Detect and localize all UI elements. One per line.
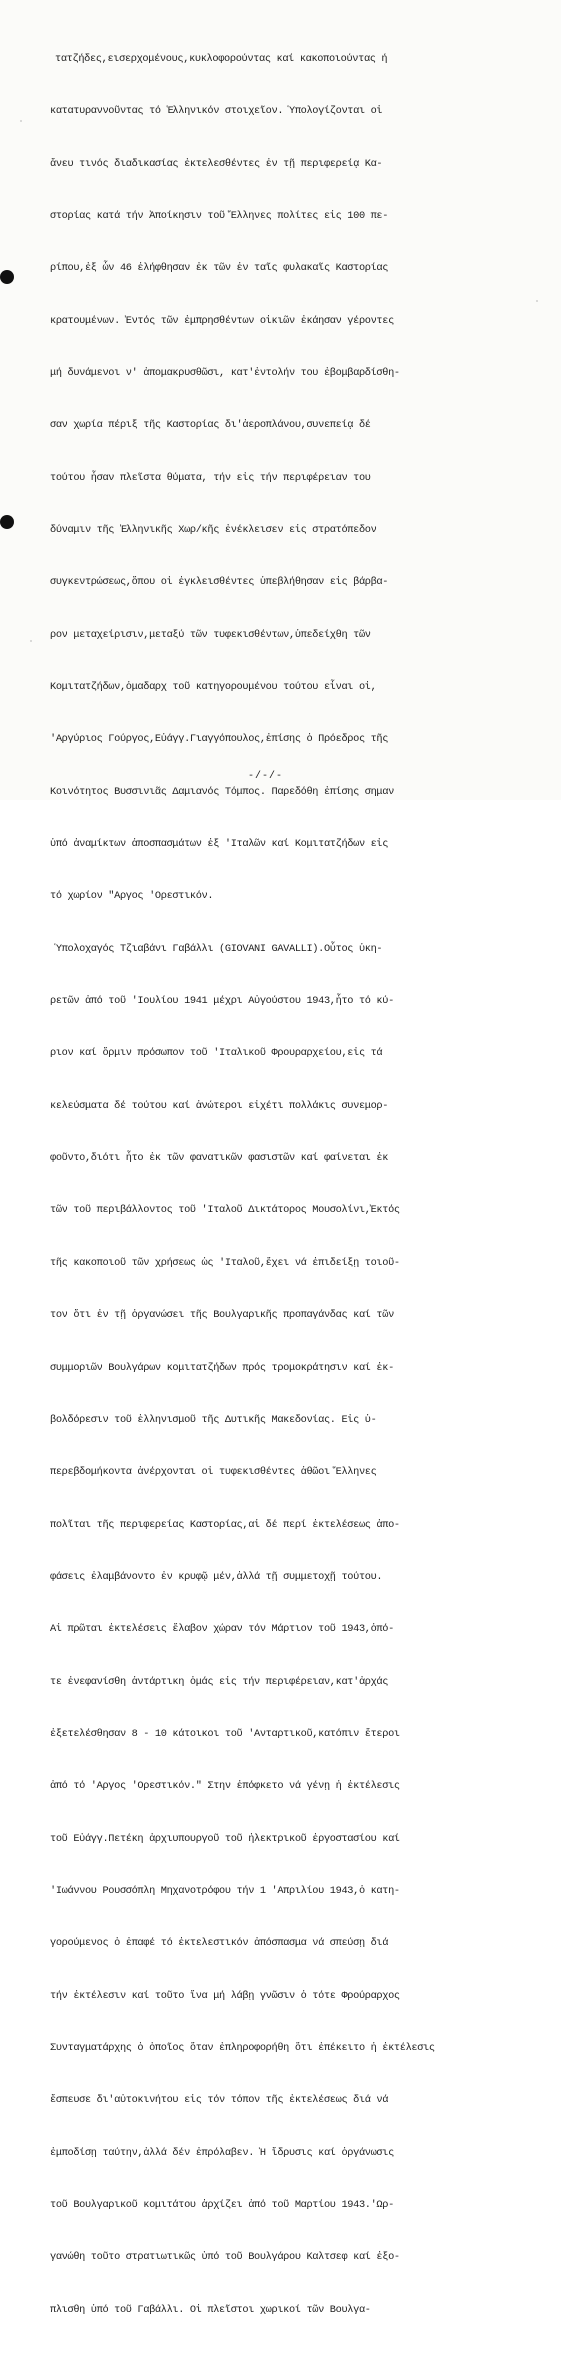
text-line: τῶν τοῦ περιβάλλοντος τοῦ 'Ιταλοῦ Δικτάτορος Μουσολίνι,Ἐκτός [50, 1204, 400, 1217]
text-line: γορούμενος ὁ ἐπαφέ τό ἐκτελεστικόν ἀπόσπασμα νά σπεύσῃ διά [50, 1937, 389, 1950]
text-line: τήν ἐκτέλεσιν καί τοῦτο ἵνα μή λάβῃ γνῶσιν ὁ τότε Φρούραρχος [50, 1989, 400, 2002]
text-line: Κοινότητος Βυσσινιᾶς Δαμιανός Τόμπος. Παρεδόθη ἐπίσης σημαν [50, 785, 394, 798]
typed-text-body [50, 16, 550, 2354]
text-line: ρίπου,ἐξ ὧν 46 ἐλήφθησαν ἐκ τῶν ἐν ταῖς φυλακαῖς Καστορίας [50, 262, 389, 275]
text-line: γανώθη τοῦτο στρατιωτικῶς ὑπό τοῦ Βουλγάρου Καλτσεφ καί ἐξο- [50, 2251, 400, 2264]
page-marker: -/-/- [248, 771, 284, 782]
punch-hole [0, 515, 14, 529]
text-line: κελεύσματα δέ τούτου καί ἀνώτεροι εἰχέτι πολλάκις συνεμορ- [50, 1099, 389, 1112]
text-line: συμμοριῶν Βουλγάρων κομιτατζήδων πρός τρομοκράτησιν καί ἐκ- [50, 1361, 394, 1374]
text-line: τῆς κακοποιοῦ τῶν χρήσεως ὡς 'Ιταλοῦ,ἔχει νά ἐπιδείξῃ τοιοῦ- [50, 1256, 400, 1269]
text-line: ὑπό ἀναμίκτων ἀποσπασμάτων ἐξ 'Ιταλῶν καί Κομιτατζήδων εἰς [50, 838, 389, 851]
text-line: φάσεις ἐλαμβάνοντο ἐν κρυφῷ μέν,ἀλλά τῇ συμμετοχῇ τούτου. [50, 1570, 383, 1583]
text-line: ἔσπευσε δι'αὐτοκινήτου εἰς τόν τόπον τῆς ἐκτελέσεως διά νά [50, 2094, 389, 2107]
text-line: δύναμιν τῆς Ἑλληνικῆς Χωρ/κῆς ἐνέκλεισεν εἰς στρατόπεδον [50, 524, 377, 536]
text-line: τό χωρίον "Αργος 'Ορεστικόν. [50, 890, 214, 903]
text-line: συγκεντρώσεως,ὅπου οἱ ἐγκλεισθέντες ὑπεβλήθησαν εἰς βάρβα- [50, 576, 389, 589]
text-line: κρατουμένων. Ἐντός τῶν ἐμπρησθέντων οἰκιῶν ἐκάησαν γέροντες [50, 314, 394, 327]
scan-speck [30, 640, 32, 642]
text-line: στορίας κατά τήν Ἀποίκησιν τοῦ Ἕλληνες πολίτες εἰς 100 πε- [50, 209, 389, 222]
text-line: ἄνευ τινός διαδικασίας ἐκτελεσθέντες ἐν τῇ περιφερείᾳ Κα- [50, 157, 383, 170]
text-line: πλισθη ὑπό τοῦ Γαβάλλι. Οἱ πλεῖστοι χωρικοί τῶν Βουλγα- [50, 2303, 371, 2316]
text-line: Κομιτατζήδων,ὁμαδαρχ τοῦ κατηγορουμένου τούτου εἶναι οἱ, [50, 681, 377, 694]
text-line: περεβδομήκοντα ἀνέρχονται οἱ τυφεκισθέντες ἀθῶοι Ἕλληνες [50, 1466, 377, 1479]
text-line: σαν χωρία πέριξ τῆς Καστορίας δι'ἀεροπλάνου,συνεπείᾳ δέ [50, 419, 371, 432]
text-line: ρετῶν ἀπό τοῦ 'Ιουλίου 1941 μέχρι Αὐγούστου 1943,ἦτο τό κύ- [50, 995, 394, 1008]
text-line: 'Ιωάννου Ρουσσόπλη Μηχανοτρόφου τήν 1 'Απριλίου 1943,ὁ κατη- [50, 1884, 400, 1897]
text-line: ἐξετελέσθησαν 8 - 10 κάτοικοι τοῦ 'Ανταρτικοῦ,κατόπιν ἕτεροι [50, 1727, 400, 1740]
text-line: φοῦντο,διότι ἦτο ἐκ τῶν φανατικῶν φασιστῶν καί φαίνεται ἐκ [50, 1152, 389, 1165]
punch-hole [0, 270, 14, 284]
text-line: Συνταγματάρχης ὁ ὁποῖος ὅταν ἐπληροφορήθη ὅτι ἐπέκειτο ἡ ἐκτέλεσις [50, 2041, 435, 2054]
text-line: βολδόρεσιν τοῦ ἑλληνισμοῦ τῆς Δυτικῆς Μακεδονίας. Εἰς ὑ- [50, 1413, 377, 1426]
text-line: τοῦ Βουλγαρικοῦ κομιτάτου ἀρχίζει ἀπό τοῦ Μαρτίου 1943.'Ωρ- [50, 2199, 394, 2211]
text-line: 'Αργύριος Γούργος,Εὐάγγ.Γιαγγόπουλος,ἐπίσης ὁ Πρόεδρος τῆς [50, 733, 389, 746]
scan-speck [20, 120, 22, 122]
text-line: μή δυνάμενοι ν' ἀπομακρυσθῶσι, κατ'ἐντολήν του ἐβομβαρδίσθη- [50, 366, 400, 379]
text-line: τον ὅτι ἐν τῇ ὀργανώσει τῆς Βουλγαρικῆς προπαγάνδας καί τῶν [50, 1309, 394, 1322]
text-line: κατατυραννοῦντας τό Ἑλληνικόν στοιχεῖον. Ὑπολογίζονται οἱ [50, 105, 383, 118]
text-line: τούτου ἦσαν πλεῖστα θύματα, τήν εἰς τήν περιφέρειαν του [50, 471, 371, 484]
text-line: ἐμποδίσῃ ταύτην,ἀλλά δέν ἐπρόλαβεν. Ἡ ἵδρυσις καί ὀργάνωσις [50, 2146, 394, 2159]
text-line: ρον μεταχείρισιν,μεταξύ τῶν τυφεκισθέντων,ὑπεδείχθη τῶν [50, 628, 371, 641]
text-line: πολῖται τῆς περιφερείας Καστορίας,αἱ δέ περί ἐκτελέσεως ἀπο- [50, 1518, 400, 1531]
text-line: ριον καί ὅρμιν πρόσωπον τοῦ 'Ιταλικοῦ Φρουραρχείου,εἰς τά [50, 1047, 383, 1060]
text-line: ἀπό τό 'Αργος 'Ορεστικόν." Στην ἐπόφκετο νά γένῃ ἡ ἐκτέλεσις [50, 1780, 400, 1793]
text-line: τατζήδες,εισερχομένους,κυκλοφορούντας καί κακοποιούντας ή [55, 52, 388, 65]
text-line: Αἱ πρῶται ἐκτελέσεις ἔλαβον χώραν τόν Μάρτιον τοῦ 1943,ὁπό- [50, 1623, 394, 1636]
text-line: τοῦ Εὐάγγ.Πετέκη ἀρχιυπουργοῦ τοῦ ἠλεκτρικοῦ ἐργοστασίου καί [50, 1832, 400, 1845]
text-line: Ὑπολοχαγός Τζιαβάνι Γαβάλλι (GIOVANI GAVALLI).Οὗτος ὑκη- [50, 942, 383, 955]
text-line: τε ἐνεφανίσθη ἀντάρτικη ὁμάς εἰς τήν περιφέρειαν,κατ'ἀρχάς [50, 1675, 389, 1688]
